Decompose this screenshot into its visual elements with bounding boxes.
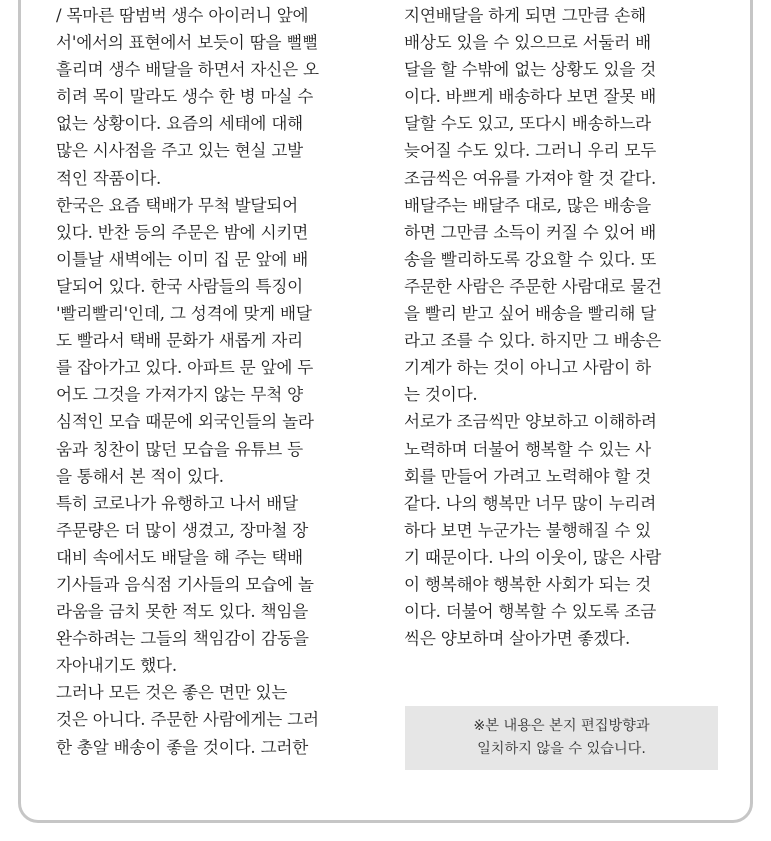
text-line: 하다 보면 누군가는 불행해질 수 있 bbox=[404, 520, 651, 540]
text-line: 서로가 조금씩만 양보하고 이해하려 bbox=[404, 412, 657, 432]
text-line: 을 빨리 받고 싶어 배송을 빨리해 달 bbox=[404, 304, 657, 324]
text-line: 심적인 모습 때문에 외국인들의 놀라 bbox=[56, 412, 314, 432]
text-line: 완수하려는 그들의 책임감이 감동을 bbox=[56, 629, 309, 649]
text-line: 하면 그만큼 소득이 커질 수 있어 배 bbox=[404, 222, 657, 242]
text-line: 배상도 있을 수 있으므로 서둘러 배 bbox=[404, 33, 651, 53]
article-column-right bbox=[404, 2, 722, 652]
text-line: 적인 작품이다. bbox=[56, 168, 162, 188]
text-line: 늦어질 수도 있다. 그러니 우리 모두 bbox=[404, 141, 657, 161]
text-line: 기 때문이다. 나의 이웃이, 많은 사람 bbox=[404, 547, 662, 567]
text-line: 기사들과 음식점 기사들의 모습에 놀 bbox=[56, 574, 314, 594]
text-line: 많은 시사점을 주고 있는 현실 고발 bbox=[56, 141, 303, 161]
text-line: 없는 상황이다. 요즘의 세태에 대해 bbox=[56, 114, 303, 134]
text-line: 한국은 요즘 택배가 무척 발달되어 bbox=[56, 195, 298, 215]
text-line: 이틀날 새벽에는 이미 집 문 앞에 배 bbox=[56, 249, 309, 269]
text-line: 를 잡아가고 있다. 아파트 문 앞에 두 bbox=[56, 358, 314, 378]
text-line: 달을 할 수밖에 없는 상황도 있을 것 bbox=[404, 60, 657, 80]
text-line: '빨리빨리'인데, 그 성격에 맞게 배달 bbox=[56, 304, 312, 324]
text-line: 노력하며 더불어 행복할 수 있는 사 bbox=[404, 439, 651, 459]
text-line: / 목마른 땀범벅 생수 아이러니 앞에 bbox=[56, 6, 309, 25]
text-line: 지연배달을 하게 되면 그만큼 손해 bbox=[404, 6, 646, 25]
text-line: 회를 만들어 가려고 노력해야 할 것 bbox=[404, 466, 651, 486]
text-line: 이 행복해야 행복한 사회가 되는 것 bbox=[404, 574, 651, 594]
text-line: 주문한 사람은 주문한 사람대로 물건 bbox=[404, 276, 662, 296]
text-line: 씩은 양보하며 살아가면 좋겠다. bbox=[404, 629, 631, 649]
text-line: 흘리며 생수 배달을 하면서 자신은 오 bbox=[56, 60, 319, 80]
text-line: 이다. 더불어 행복할 수 있도록 조금 bbox=[404, 602, 657, 622]
text-line: 같다. 나의 행복만 너무 많이 누리려 bbox=[404, 493, 657, 513]
text-line: 도 빨라서 택배 문화가 새롭게 자리 bbox=[56, 331, 303, 351]
text-line: 있다. 반찬 등의 주문은 밤에 시키면 bbox=[56, 222, 309, 242]
disclaimer-line: ※본 내용은 본지 편집방향과 bbox=[473, 718, 650, 734]
text-line: 대비 속에서도 배달을 해 주는 택배 bbox=[56, 547, 303, 567]
text-line: 라움을 금치 못한 적도 있다. 책임을 bbox=[56, 602, 309, 622]
text-line: 을 통해서 본 적이 있다. bbox=[56, 466, 224, 486]
text-line: 한 총알 배송이 좋을 것이다. 그러한 bbox=[56, 737, 309, 757]
text-line: 는 것이다. bbox=[404, 385, 478, 405]
text-line: 자아내기도 했다. bbox=[56, 656, 177, 676]
text-line: 것은 아니다. 주문한 사람에게는 그러 bbox=[56, 710, 319, 730]
text-line: 그러나 모든 것은 좋은 면만 있는 bbox=[56, 683, 288, 703]
text-line: 라고 조를 수 있다. 하지만 그 배송은 bbox=[404, 331, 662, 351]
text-line: 움과 칭찬이 많던 모습을 유튜브 등 bbox=[56, 439, 303, 459]
text-line: 이다. 바쁘게 배송하다 보면 잘못 배 bbox=[404, 87, 657, 107]
article-column-left bbox=[56, 2, 374, 761]
text-line: 특히 코로나가 유행하고 나서 배달 bbox=[56, 493, 298, 513]
text-line: 배달주는 배달주 대로, 많은 배송을 bbox=[404, 195, 651, 215]
text-line: 히려 목이 말라도 생수 한 병 마실 수 bbox=[56, 87, 314, 107]
text-line: 주문량은 더 많이 생겼고, 장마철 장 bbox=[56, 520, 309, 540]
text-line: 기계가 하는 것이 아니고 사람이 하 bbox=[404, 358, 651, 378]
text-line: 조금씩은 여유를 가져야 할 것 같다. bbox=[404, 168, 657, 188]
text-line: 송을 빨리하도록 강요할 수 있다. 또 bbox=[404, 249, 657, 269]
disclaimer-line: 일치하지 않을 수 있습니다. bbox=[477, 741, 646, 757]
text-line: 서'에서의 표현에서 보듯이 땀을 뻘뻘 bbox=[56, 33, 319, 53]
disclaimer-box bbox=[405, 706, 718, 770]
text-line: 어도 그것을 가져가지 않는 무척 양 bbox=[56, 385, 303, 405]
text-line: 달되어 있다. 한국 사람들의 특징이 bbox=[56, 276, 303, 296]
text-line: 달할 수도 있고, 또다시 배송하느라 bbox=[404, 114, 651, 134]
